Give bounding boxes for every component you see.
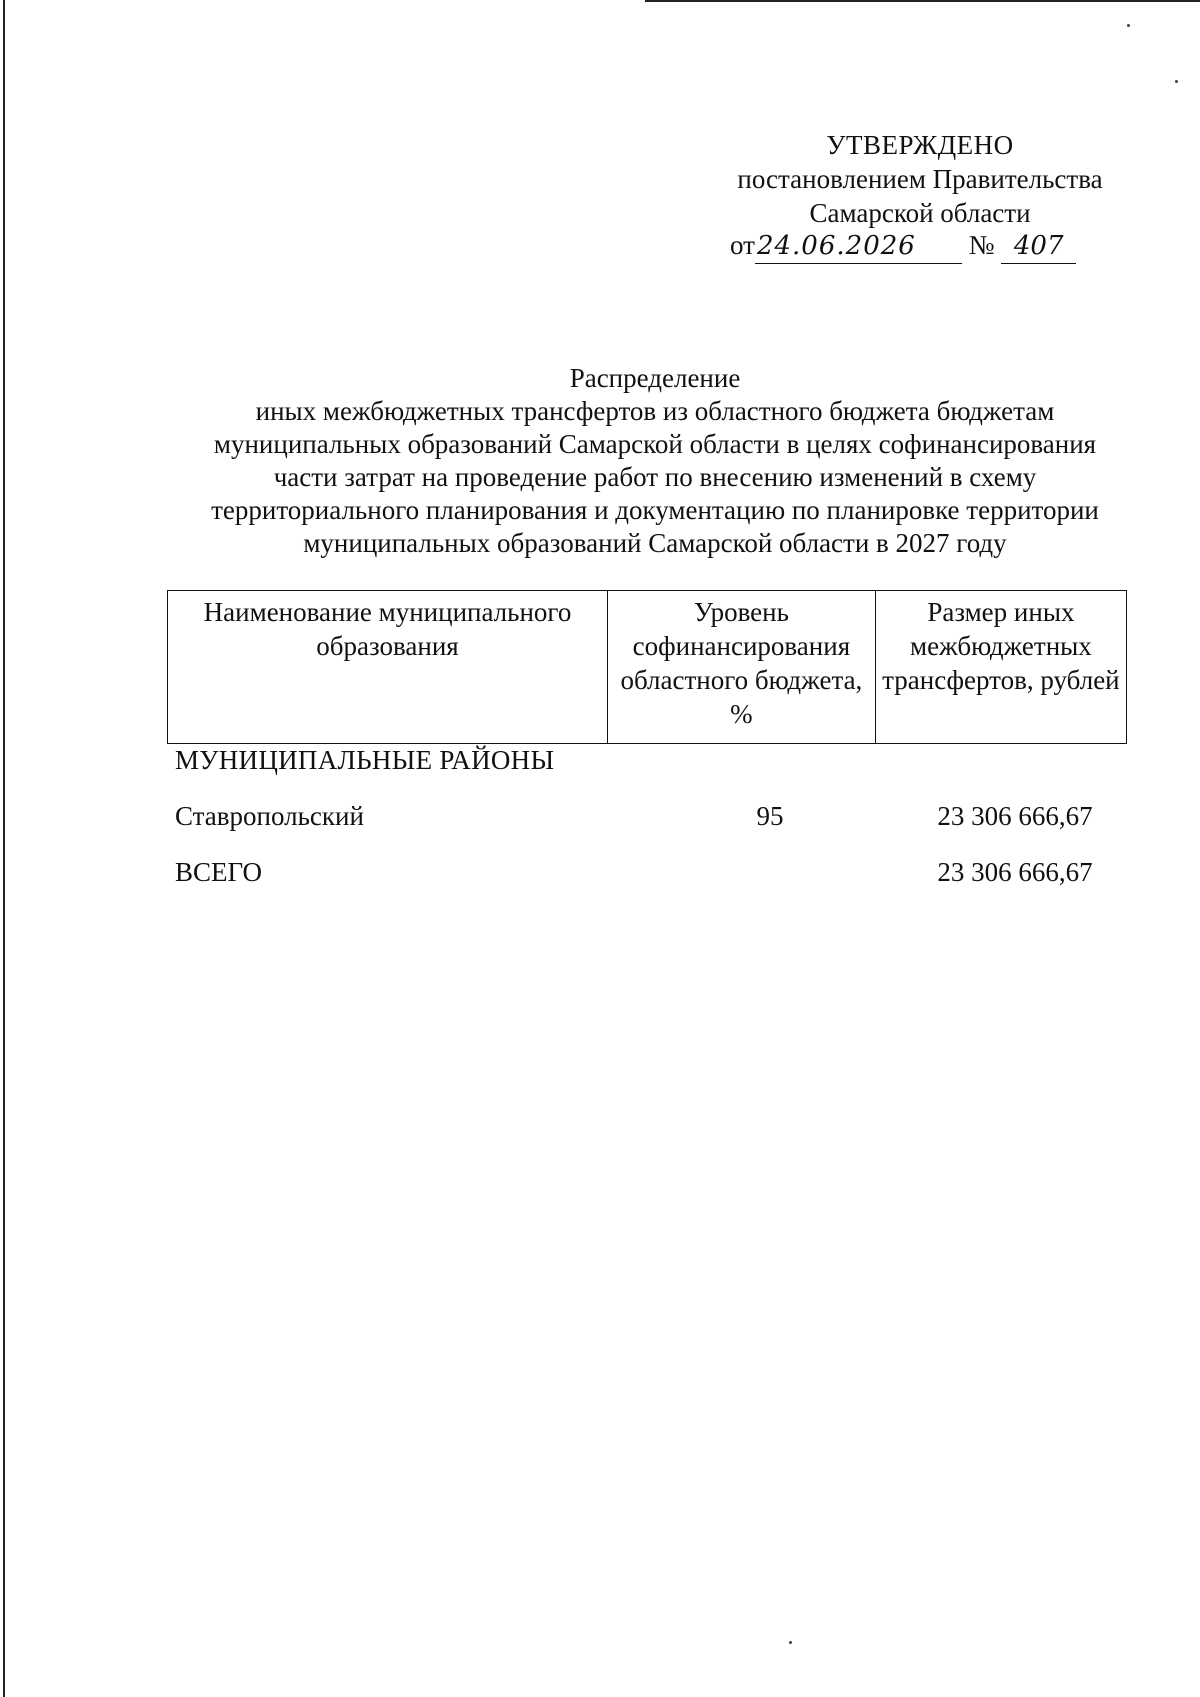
approval-line-government: постановлением Правительства	[737, 164, 1103, 194]
cofinancing-level: 95	[756, 801, 784, 831]
scan-speck	[789, 1641, 792, 1644]
heading-line: части затрат на проведение работ по внесению изменений в схему	[273, 462, 1037, 492]
table-header-row	[168, 591, 1127, 744]
heading-title: Распределение	[569, 363, 741, 393]
table-row	[175, 801, 1135, 857]
distribution-table-header	[167, 590, 1127, 744]
total-amount: 23 306 666,67	[937, 857, 1093, 887]
section-label: МУНИЦИПАЛЬНЫЕ РАЙОНЫ	[175, 745, 555, 775]
section-row	[175, 745, 1135, 801]
scan-speck	[1175, 80, 1178, 83]
handwritten-number: 407	[1001, 229, 1076, 264]
total-row	[175, 857, 1135, 913]
heading-line: иных межбюджетных трансфертов из областного бюджета бюджетам	[255, 396, 1055, 426]
number-prefix: №	[968, 230, 995, 260]
column-header-transfer-amount: Размер иных межбюджетных трансфертов, рублей	[875, 591, 1126, 744]
transfer-amount: 23 306 666,67	[937, 801, 1093, 831]
approval-line-region: Самарской области	[809, 198, 1031, 228]
page-edge-left	[3, 0, 5, 1697]
distribution-table-body	[175, 745, 1135, 913]
date-prefix: от	[730, 230, 755, 260]
page-edge-top	[645, 0, 1200, 2]
document-heading	[160, 362, 1150, 560]
handwritten-date: 24.06.2026	[755, 229, 962, 264]
scan-speck	[1127, 24, 1130, 27]
total-label: ВСЕГО	[175, 857, 262, 887]
approval-stamp	[700, 128, 1140, 264]
heading-line: территориального планирования и документацию по планировке территории	[211, 495, 1099, 525]
column-header-cofinancing-level: Уровень софинансирования областного бюджета, %	[608, 591, 876, 744]
heading-line: муниципальных образований Самарской области в целях софинансирования	[213, 429, 1097, 459]
column-header-municipality: Наименование муниципального образования	[168, 591, 608, 744]
municipality-name: Ставропольский	[175, 801, 364, 831]
heading-line: муниципальных образований Самарской области в 2027 году	[303, 528, 1007, 558]
approval-date-line	[700, 228, 1140, 264]
approval-title: УТВЕРЖДЕНО	[826, 130, 1014, 160]
